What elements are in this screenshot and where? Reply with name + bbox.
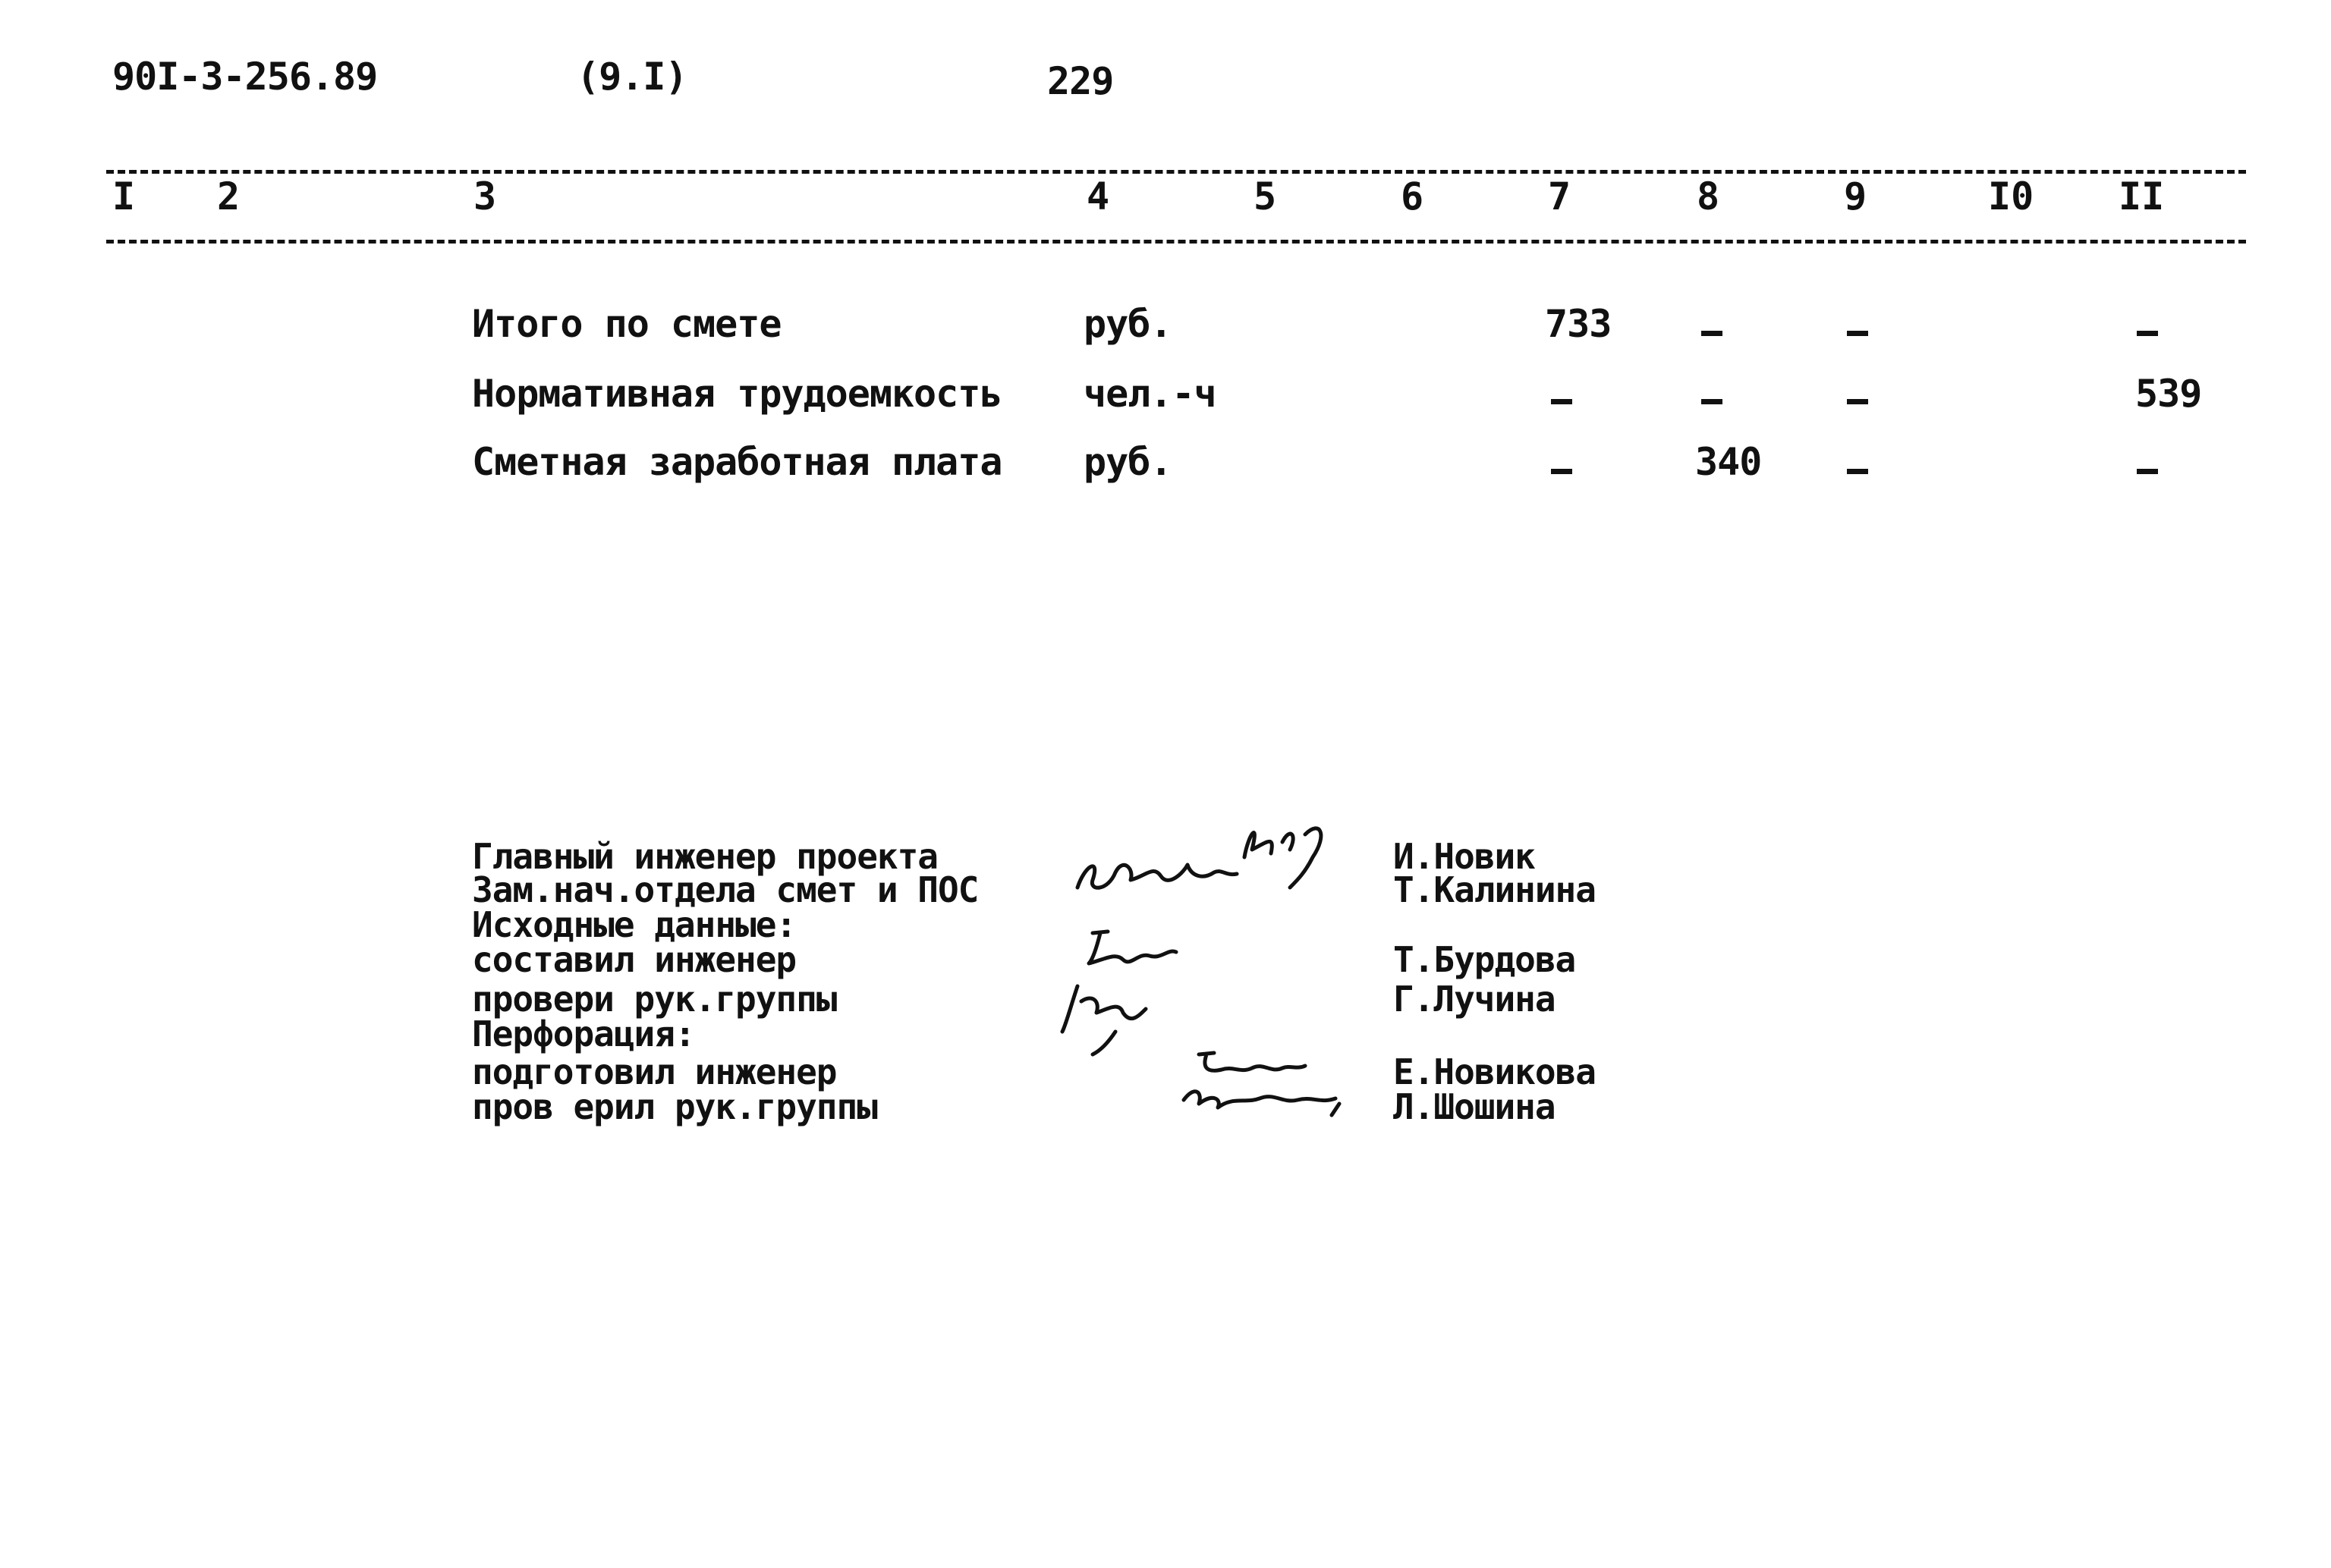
signer-name: Г.Лучина — [1393, 979, 1556, 1020]
dash-mark — [2137, 469, 2158, 474]
cell-col9 — [1847, 302, 1869, 346]
role-line: Зам.нач.отдела смет и ПОС — [472, 869, 979, 910]
signer-name: И.Новик — [1393, 836, 1535, 877]
column-number: 8 — [1697, 174, 1720, 218]
column-number: I0 — [1988, 174, 2034, 218]
cell-col9 — [1847, 372, 1869, 416]
column-number: II — [2119, 174, 2165, 218]
dash-mark — [1847, 469, 1868, 474]
signer-name: Т.Калинина — [1393, 869, 1596, 910]
page-number: 229 — [1047, 59, 1114, 103]
cell-col7 — [1551, 372, 1573, 416]
table-header-bottom-rule — [106, 240, 2246, 244]
role-line: подготовил инженер — [472, 1051, 837, 1092]
role-line: провери рук.группы — [472, 979, 837, 1020]
column-number: 2 — [217, 174, 241, 218]
dash-mark — [1701, 399, 1722, 404]
cell-col8 — [1701, 302, 1723, 346]
cell-col11 — [2137, 440, 2159, 484]
row-label: Сметная заработная плата — [472, 440, 1002, 484]
cell-col8: 340 — [1695, 440, 1762, 484]
cell-col7 — [1551, 440, 1573, 484]
role-line: Главный инженер проекта — [472, 836, 938, 877]
cell-col9 — [1847, 440, 1869, 484]
dash-mark — [1551, 399, 1572, 404]
row-unit: руб. — [1084, 440, 1172, 484]
column-number: 5 — [1254, 174, 1277, 218]
section-number: (9.I) — [577, 55, 687, 99]
row-label: Итого по смете — [472, 302, 782, 346]
signer-name: Т.Бурдова — [1393, 939, 1576, 980]
cell-col11 — [2137, 302, 2159, 346]
role-line: составил инженер — [472, 939, 797, 980]
row-unit: руб. — [1084, 302, 1172, 346]
table-header-top-rule — [106, 170, 2246, 174]
cell-col7: 733 — [1545, 302, 1612, 346]
dash-mark — [1551, 469, 1572, 474]
role-line: пров ерил рук.группы — [472, 1086, 877, 1127]
dash-mark — [2137, 331, 2158, 336]
column-number: I — [112, 174, 136, 218]
document-code: 90I-3-256.89 — [112, 55, 378, 99]
cell-col11: 539 — [2135, 372, 2202, 416]
dash-mark — [1847, 331, 1868, 336]
column-number: 7 — [1548, 174, 1571, 218]
role-line: Перфорация: — [472, 1013, 695, 1054]
row-unit: чел.-ч — [1084, 372, 1216, 416]
cell-col8 — [1701, 372, 1723, 416]
column-number: 4 — [1087, 174, 1110, 218]
signer-name: Л.Шошина — [1393, 1086, 1556, 1127]
dash-mark — [1847, 399, 1868, 404]
column-number: 9 — [1844, 174, 1867, 218]
dash-mark — [1701, 331, 1722, 336]
signer-name: Е.Новикова — [1393, 1051, 1596, 1092]
column-number: 6 — [1401, 174, 1424, 218]
handwritten-signature — [1169, 1039, 1366, 1123]
column-number: 3 — [473, 174, 497, 218]
role-line: Исходные данные: — [472, 904, 797, 945]
row-label: Нормативная трудоемкость — [472, 372, 1002, 416]
handwritten-signature — [1062, 804, 1366, 903]
